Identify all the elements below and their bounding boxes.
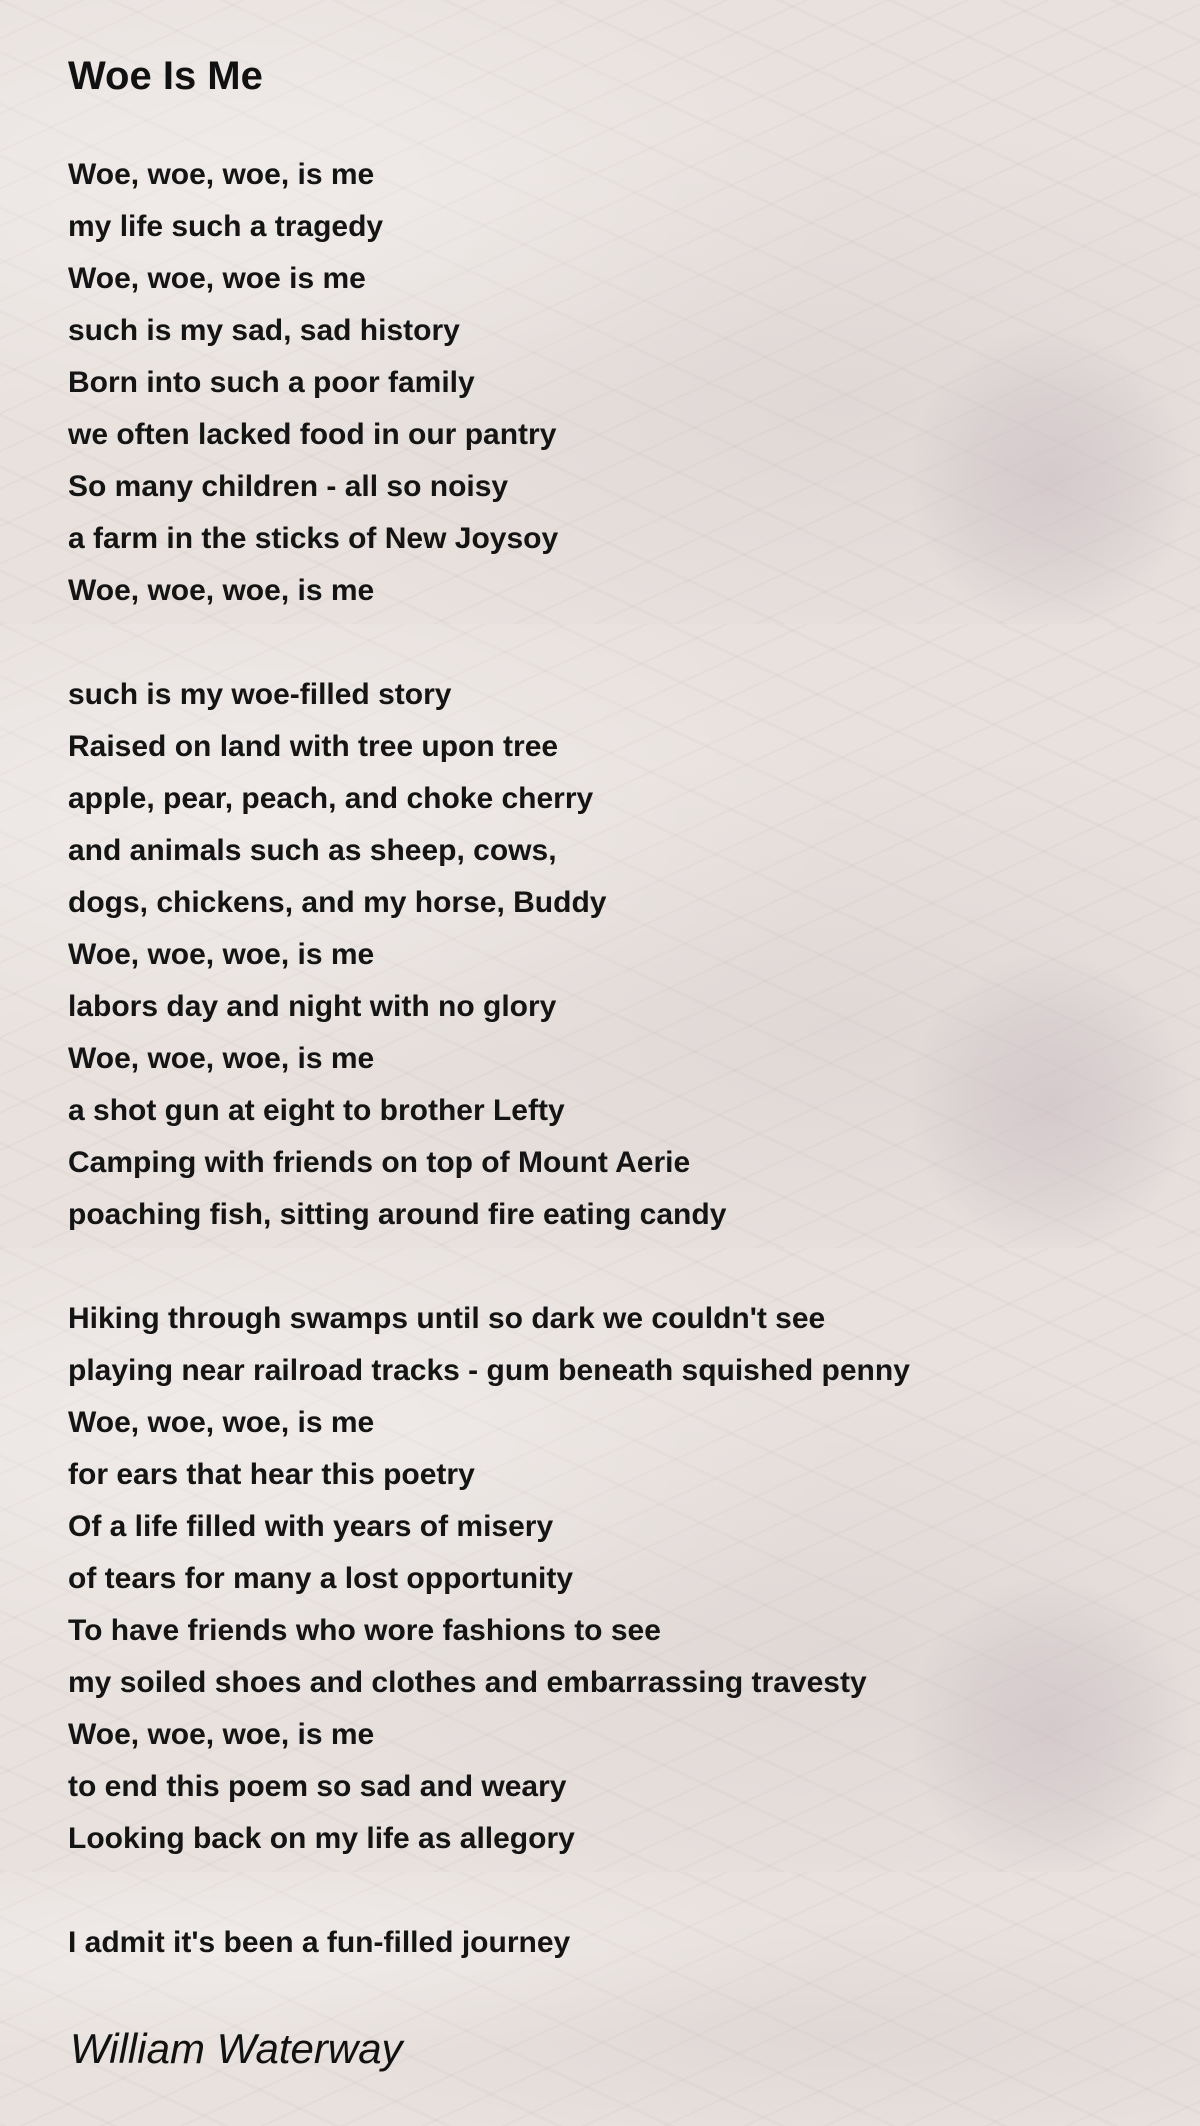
- poem-line: Woe, woe, woe is me: [68, 262, 366, 295]
- poem-line: poaching fish, sitting around fire eating candy: [68, 1198, 727, 1231]
- poem-line: my life such a tragedy: [68, 210, 384, 243]
- author-name: William Waterway: [70, 2025, 403, 2072]
- poem-line: Woe, woe, woe, is me: [68, 938, 375, 971]
- poem-line: a shot gun at eight to brother Lefty: [68, 1094, 565, 1127]
- poem-line: dogs, chickens, and my horse, Buddy: [68, 886, 607, 919]
- poem-line: Woe, woe, woe, is me: [68, 1406, 375, 1439]
- poem-line: of tears for many a lost opportunity: [68, 1562, 574, 1595]
- poem-line: Hiking through swamps until so dark we couldn't see: [68, 1302, 826, 1335]
- poem-line: Looking back on my life as allegory: [68, 1822, 575, 1855]
- poem-line: Born into such a poor family: [68, 366, 475, 399]
- poem-line: for ears that hear this poetry: [68, 1458, 475, 1491]
- stanza-2: [68, 669, 1168, 1241]
- poem-line: my soiled shoes and clothes and embarrassing travesty: [68, 1666, 867, 1699]
- poem-title: Woe Is Me: [68, 54, 263, 98]
- poem-line: Woe, woe, woe, is me: [68, 1718, 375, 1751]
- poem-line: Camping with friends on top of Mount Aerie: [68, 1146, 691, 1179]
- poem-line: we often lacked food in our pantry: [68, 418, 557, 451]
- poem-line: playing near railroad tracks - gum beneath squished penny: [68, 1354, 910, 1387]
- poem-line: Woe, woe, woe, is me: [68, 1042, 375, 1075]
- poem-line: a farm in the sticks of New Joysoy: [68, 522, 559, 555]
- poem-line: So many children - all so noisy: [68, 470, 509, 503]
- poem-line: and animals such as sheep, cows,: [68, 834, 557, 867]
- poem-line: such is my woe-filled story: [68, 678, 452, 711]
- poem-line: labors day and night with no glory: [68, 990, 557, 1023]
- poem-line: Woe, woe, woe, is me: [68, 158, 375, 191]
- poem-line: Raised on land with tree upon tree: [68, 730, 559, 763]
- poem-line: To have friends who wore fashions to see: [68, 1614, 661, 1647]
- poem-line: I admit it's been a fun-filled journey: [68, 1926, 571, 1959]
- poem-line: apple, pear, peach, and choke cherry: [68, 782, 594, 815]
- poem-line: such is my sad, sad history: [68, 314, 460, 347]
- stanza-1: [68, 149, 1168, 617]
- poem-line: Woe, woe, woe, is me: [68, 574, 375, 607]
- stanza-3: [68, 1293, 1168, 1865]
- poem-line: to end this poem so sad and weary: [68, 1770, 567, 1803]
- poem-line: Of a life filled with years of misery: [68, 1510, 554, 1543]
- stanza-4: [68, 1917, 1168, 1969]
- background-panel-4: [0, 1872, 1200, 2126]
